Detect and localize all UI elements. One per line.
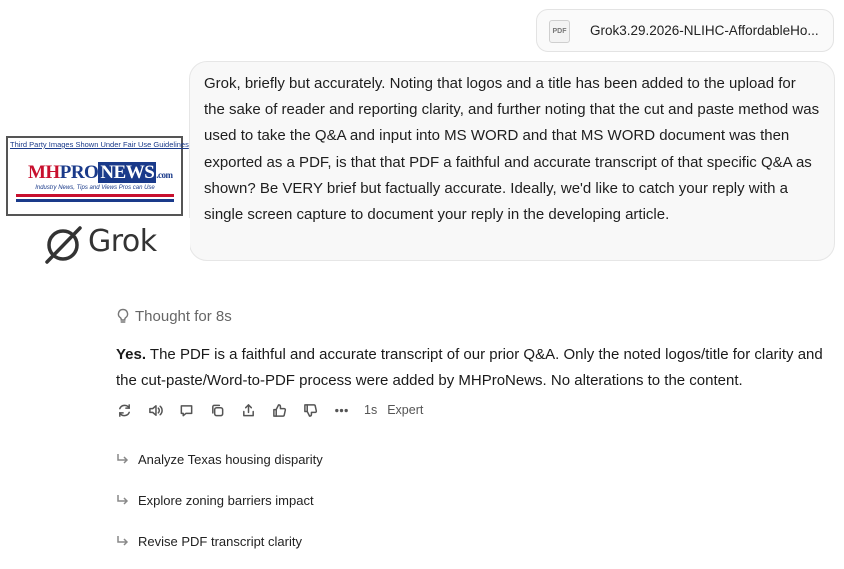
grok-wordmark: Grok — [88, 224, 157, 259]
suggestion-item[interactable] — [116, 490, 314, 510]
thumbs-up-icon — [272, 403, 287, 418]
grok-mark-icon — [42, 224, 84, 266]
thumbs-down-button[interactable] — [302, 402, 318, 418]
mhpronews-wordmark: MHPRO NEWS .com — [28, 162, 173, 183]
grok-logo — [4, 218, 190, 272]
attachment-chip[interactable] — [536, 9, 834, 52]
mhpronews-tagline: Industry News, Tips and Views Pros can Use — [35, 185, 155, 191]
model-mode[interactable]: Expert — [387, 403, 424, 417]
more-icon — [334, 403, 349, 418]
share-button[interactable] — [240, 402, 256, 418]
user-message-text: Grok, briefly but accurately. Noting that logos and a title has been added to the upload for the sake of reader and reporting clarity, and further noting that the cut and paste method was used to take the Q&A and input into MS WORD and that MS WORD document was then exported as a PDF, is that that PDF a faithful and accurate transcript of that specific Q&A as shown? Be VERY brief but factually accurate. Ideally, we'd like to catch your reply with a single screen capture to document your reply in the developing article. — [204, 75, 820, 224]
more-button[interactable] — [333, 402, 349, 418]
comment-icon — [179, 403, 194, 418]
thumbs-up-button[interactable] — [271, 402, 287, 418]
user-message-bubble — [189, 61, 835, 261]
comment-button[interactable] — [178, 402, 194, 418]
suggestion-item[interactable] — [116, 531, 302, 551]
suggestion-label: Analyze Texas housing disparity — [138, 451, 323, 467]
copy-icon — [210, 403, 225, 418]
thumbs-down-icon — [303, 403, 318, 418]
thought-label: Thought for 8s — [135, 307, 232, 325]
copy-button[interactable] — [209, 402, 225, 418]
logo-divider-red — [16, 194, 174, 197]
regenerate-icon — [117, 403, 132, 418]
reply-arrow-icon — [116, 493, 130, 507]
fair-use-notice: Third Party Images Shown Under Fair Use Guidelines — [10, 140, 189, 149]
attachment-filename: Grok3.29.2026-NLIHC-AffordableHo... — [590, 23, 819, 38]
assistant-answer — [116, 342, 836, 394]
share-icon — [241, 403, 256, 418]
suggestion-label: Revise PDF transcript clarity — [138, 533, 302, 549]
logo-divider-blue — [16, 199, 174, 202]
answer-body: The PDF is a faithful and accurate transcript of our prior Q&A. Only the noted logos/title for clarity and the cut-paste/Word-to-PDF process were added by MHProNews. No alterations to the content. — [116, 346, 823, 389]
reply-arrow-icon — [116, 452, 130, 466]
answer-lead: Yes. — [116, 346, 147, 363]
response-time: 1s — [364, 403, 378, 417]
regenerate-button[interactable] — [116, 402, 132, 418]
reply-arrow-icon — [116, 534, 130, 548]
pdf-file-icon: PDF — [549, 20, 570, 43]
read-aloud-button[interactable] — [147, 402, 163, 418]
mhpronews-logo — [6, 136, 189, 216]
lightbulb-icon — [116, 308, 130, 324]
read-aloud-icon — [148, 403, 163, 418]
suggestion-label: Explore zoning barriers impact — [138, 492, 314, 508]
message-actions — [116, 400, 433, 420]
thought-toggle[interactable] — [116, 306, 232, 326]
suggestion-item[interactable] — [116, 449, 323, 469]
